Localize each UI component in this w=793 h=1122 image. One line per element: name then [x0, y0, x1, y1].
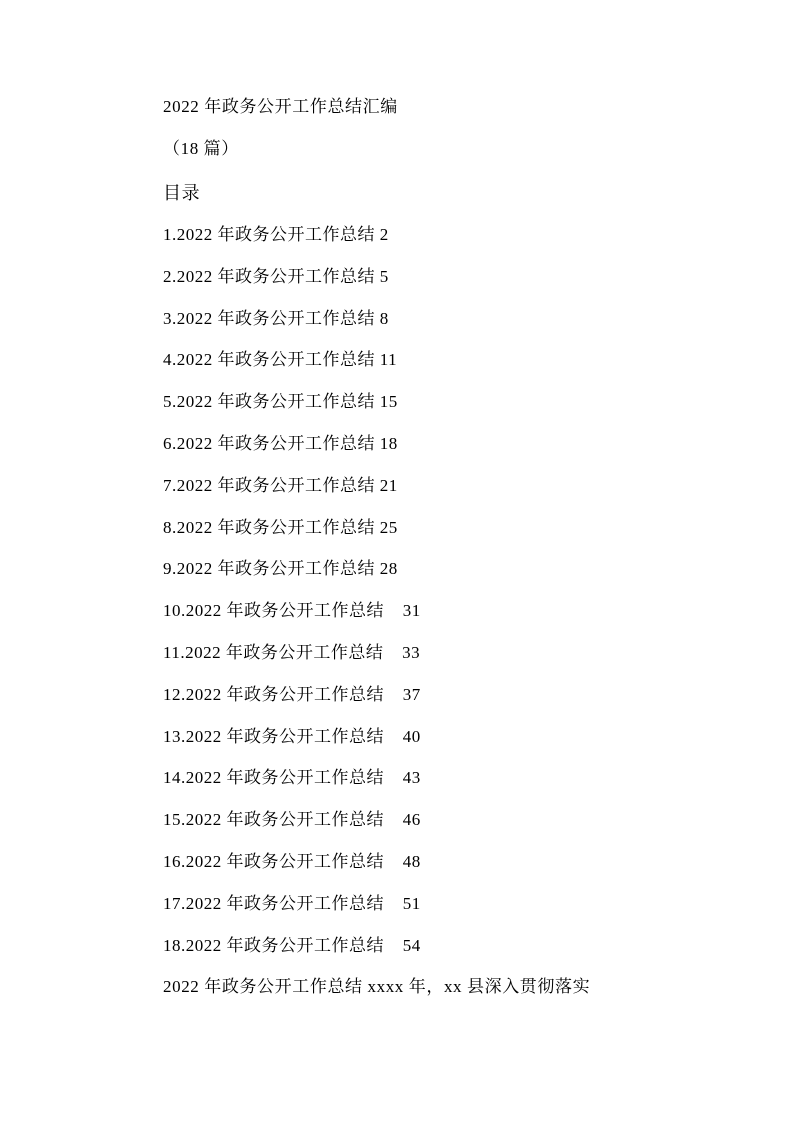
toc-entry-title: 11.2022 年政务公开工作总结: [163, 642, 384, 662]
toc-entry-title: 8.2022 年政务公开工作总结: [163, 517, 375, 537]
toc-entry-page: 54: [402, 935, 421, 955]
toc-entry-title: 6.2022 年政务公开工作总结: [163, 433, 375, 453]
toc-entry-page: 15: [379, 392, 398, 412]
toc-entry-title: 9.2022 年政务公开工作总结: [163, 559, 375, 579]
toc-entry-page: 31: [402, 601, 421, 621]
table-of-contents-heading: 目录: [163, 183, 201, 203]
toc-entry[interactable]: [163, 632, 683, 674]
toc-entry[interactable]: [163, 256, 683, 298]
toc-entry-page: 40: [402, 726, 421, 746]
toc-entry-page: 51: [402, 893, 421, 913]
toc-entry-title: 5.2022 年政务公开工作总结: [163, 392, 375, 412]
toc-entry-title: 4.2022 年政务公开工作总结: [163, 350, 375, 370]
toc-entry[interactable]: [163, 757, 683, 799]
toc-entry-page: 46: [402, 810, 421, 830]
toc-entry[interactable]: [163, 548, 683, 590]
toc-entry-page: 25: [379, 517, 398, 537]
toc-entry-title: 3.2022 年政务公开工作总结: [163, 308, 375, 328]
document-title: 2022 年政务公开工作总结汇编: [163, 97, 398, 116]
toc-entry-page: 2: [379, 225, 389, 244]
toc-entry-page: 33: [402, 642, 421, 662]
toc-entry-title: 13.2022 年政务公开工作总结: [163, 726, 384, 746]
toc-entry-page: 5: [379, 266, 389, 286]
table-of-contents: [163, 214, 683, 966]
toc-entry-page: 48: [402, 851, 421, 871]
toc-entry-title: 16.2022 年政务公开工作总结: [163, 851, 384, 871]
toc-entry[interactable]: [163, 298, 683, 340]
toc-entry-page: 37: [402, 684, 421, 704]
toc-entry[interactable]: [163, 674, 683, 716]
toc-entry[interactable]: [163, 883, 683, 925]
toc-entry-page: 18: [379, 433, 398, 453]
toc-entry[interactable]: [163, 465, 683, 507]
document-subtitle: （18 篇）: [163, 139, 239, 158]
toc-entry[interactable]: [163, 925, 683, 967]
toc-entry[interactable]: [163, 339, 683, 381]
toc-entry-title: 18.2022 年政务公开工作总结: [163, 935, 384, 955]
toc-entry[interactable]: [163, 716, 683, 758]
toc-entry-page: 43: [402, 768, 421, 788]
toc-entry-page: 21: [379, 475, 398, 495]
toc-entry-title: 10.2022 年政务公开工作总结: [163, 601, 384, 621]
toc-entry-title: 1.2022 年政务公开工作总结: [163, 225, 375, 244]
toc-entry-title: 17.2022 年政务公开工作总结: [163, 893, 384, 913]
toc-entry[interactable]: [163, 841, 683, 883]
toc-entry-title: 14.2022 年政务公开工作总结: [163, 768, 384, 788]
toc-entry[interactable]: [163, 214, 683, 256]
toc-entry[interactable]: [163, 423, 683, 465]
toc-entry-page: 11: [379, 350, 398, 370]
toc-entry-title: 12.2022 年政务公开工作总结: [163, 684, 384, 704]
toc-entry[interactable]: [163, 799, 683, 841]
body-first-line: 2022 年政务公开工作总结 xxxx 年，xx 县深入贯彻落实: [163, 977, 591, 997]
toc-entry[interactable]: [163, 590, 683, 632]
toc-entry-title: 15.2022 年政务公开工作总结: [163, 810, 384, 830]
toc-entry-title: 7.2022 年政务公开工作总结: [163, 475, 375, 495]
toc-entry-title: 2.2022 年政务公开工作总结: [163, 266, 375, 286]
toc-entry-page: 28: [379, 559, 398, 579]
toc-entry[interactable]: [163, 507, 683, 549]
toc-entry-page: 8: [379, 308, 389, 328]
toc-entry[interactable]: [163, 381, 683, 423]
